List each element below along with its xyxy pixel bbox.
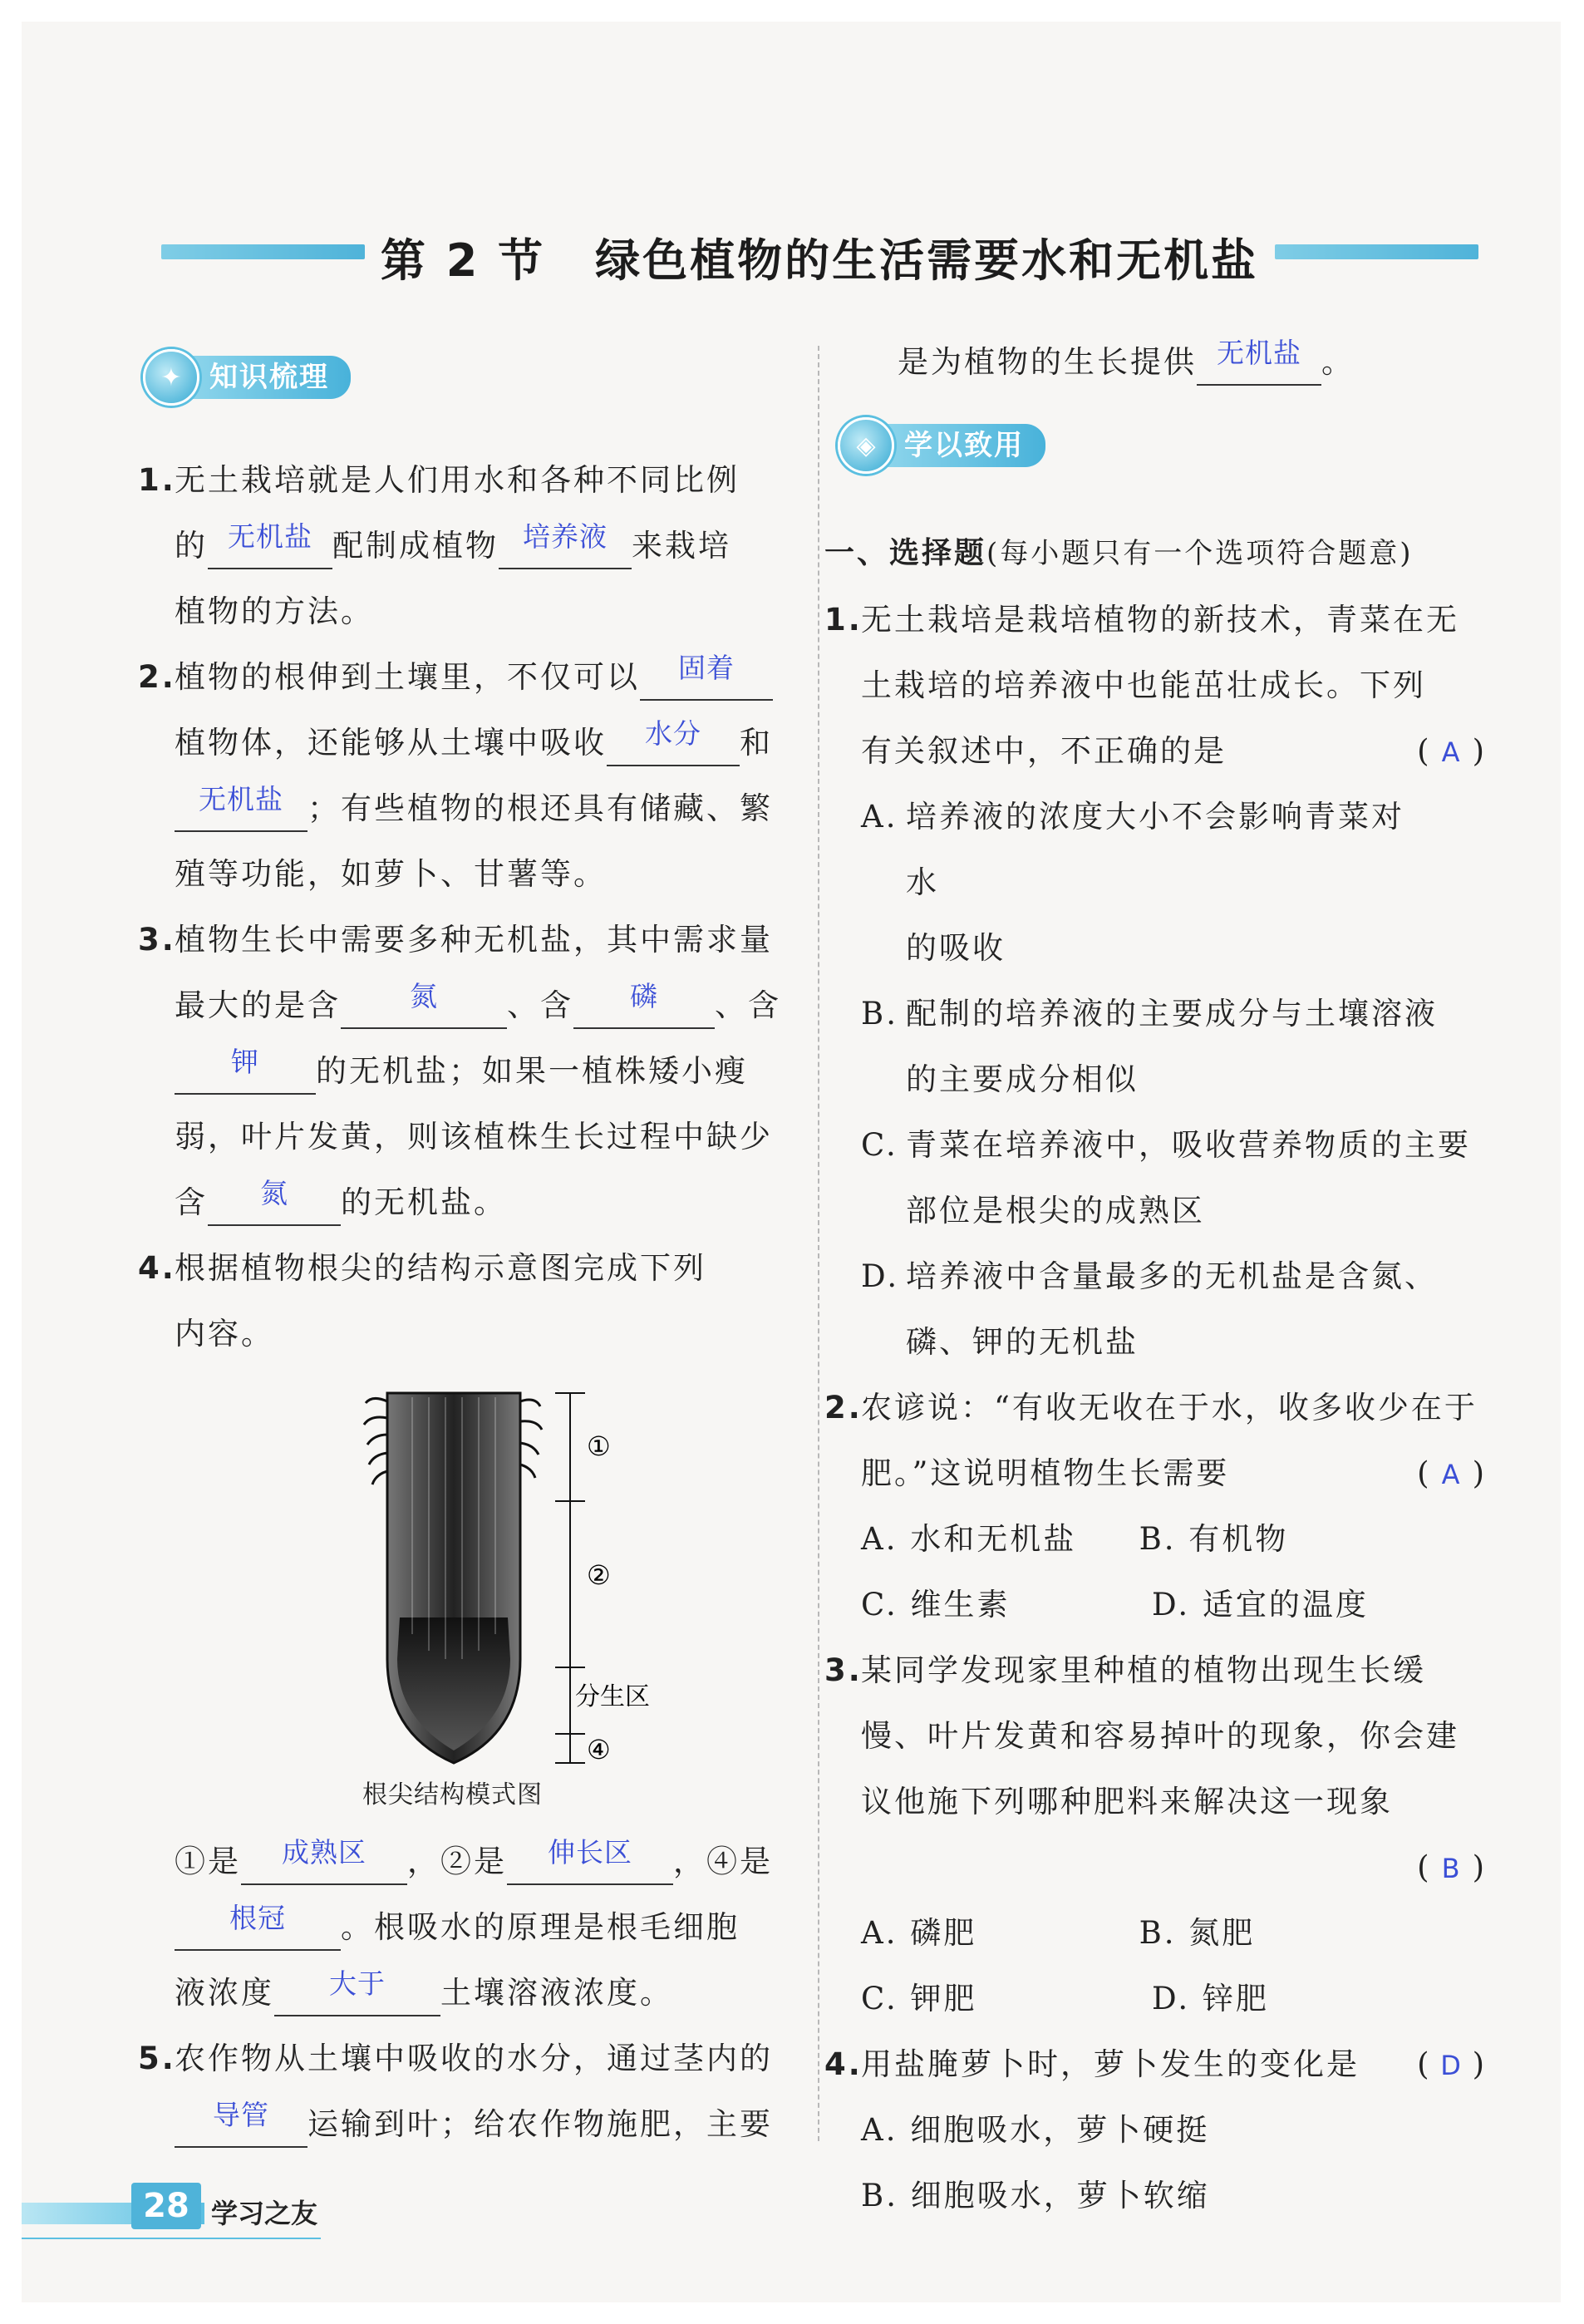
knowledge-icon: ✦ xyxy=(143,349,199,406)
practice-badge xyxy=(838,422,1045,469)
section-number: 第 2 节 xyxy=(380,234,546,287)
answer-blank: 水分 xyxy=(607,722,740,766)
answer-bracket: ( A ) xyxy=(1417,733,1484,769)
right-column: 一、选择题(每小题只有一个选项符合题意) 1. 无土栽培是栽培植物的新技术，青菜在无 土栽培的培养液中也能茁壮成长。下列 有关叙述中，不正确的是 ( A ) A. 培养液的浓度大小不会影响青菜对水 的吸收 B. 配制的培养液的主要成分与土壤溶液 的主要成分相似 C. 青菜在培养液中，吸收营养物质的主要 部位是根尖的成熟区 D. 培养液中含量最多的无机盐是含氮、 磷、钾的无机盐 2. 农谚说：“有收无收在于水，收多收少在于 肥。”这说明植物生长需要 ( A ) A. 水和无机盐 B. 有机物 C. 维生素 D. 适宜的温度 3. 某同学发现家里种植的植物出现生长缓 慢、叶片发黄和容易掉叶的现象，你会建 议他施下列哪种肥料来解决这一现象 ( B ) A. 磷肥 B. 氮肥 C. 钾肥 D. 锌肥 4. 用盐腌萝卜时，萝卜发生的变化是 ( D ) A. 细胞吸水，萝卜硬挺 B. 细胞吸水，萝卜软缩 xyxy=(824,520,1489,2228)
question-3: 3. 植物生长中需要多种无机盐，其中需求量 xyxy=(138,922,773,958)
answer-blank: 培养液 xyxy=(499,525,632,569)
title-decoration-right xyxy=(1275,244,1478,259)
page-title xyxy=(371,225,1268,289)
question-5: 5. 农作物从土壤中吸收的水分，通过茎内的 xyxy=(138,2041,773,2076)
diagram-caption: 根尖结构模式图 xyxy=(362,1780,543,1809)
left-column-lower: ①是 成熟区 ，②是 伸长区 ，④是 根冠 。根吸水的原理是根毛细胞 液浓度 大于 土壤溶液浓度。 5. 农作物从土壤中吸收的水分，通过茎内的 导管 运输到叶；给农作物施肥，主要 xyxy=(138,1829,803,2157)
answer-bracket: ( A ) xyxy=(1417,1455,1484,1491)
answer-blank: 大于 xyxy=(274,1972,440,2016)
page xyxy=(22,22,1561,2302)
option: B. 配制的培养液的主要成分与土壤溶液 xyxy=(861,996,1438,1032)
mc-question-4: 4. 用盐腌萝卜时，萝卜发生的变化是 ( D ) xyxy=(824,2031,1489,2097)
practice-label: 学以致用 xyxy=(879,424,1045,467)
section-heading: 一、选择题(每小题只有一个选项符合题意) xyxy=(824,536,1414,570)
knowledge-badge xyxy=(143,354,351,401)
mc-question-1: 1. 无土栽培是栽培植物的新技术，青菜在无 xyxy=(824,602,1459,638)
answer-blank: 无机盐 xyxy=(1197,342,1321,386)
answer-blank: 无机盐 xyxy=(175,788,307,832)
answer-blank: 伸长区 xyxy=(507,1841,673,1885)
option: C. 青菜在培养液中，吸收营养物质的主要 xyxy=(861,1127,1471,1163)
label-1: ① xyxy=(587,1430,611,1462)
question-1: 1. 无土栽培就是人们用水和各种不同比例 xyxy=(138,462,740,498)
answer-blank: 无机盐 xyxy=(208,525,332,569)
right-column-top: 是为植物的生长提供 无机盐 。 xyxy=(861,329,1509,395)
left-column: 1. 无土栽培就是人们用水和各种不同比例 的 无机盐 配制成植物 培养液 来栽培 植物的方法。 2. 植物的根伸到土壤里，不仅可以 固着 植物体，还能够从土壤中吸收 水分 和 无机盐 ；有些植物的根还具有储藏、繁 殖等功能，如萝卜、甘薯等。 3. 植物生长中需要多种无机盐，其中需求量 最大的是含 氮 、含 磷 、含 钾 的无机盐；如果一植株矮小瘦 弱，叶片发黄，则该植株生长过程中缺少 含 氮 的无机盐。 4. 根据植物根尖的结构示意图完成下列 内容。 xyxy=(138,447,803,1366)
question-2: 2. 植物的根伸到土壤里，不仅可以 固着 xyxy=(138,644,803,710)
column-divider xyxy=(818,346,819,2141)
answer-bracket: ( B ) xyxy=(1417,1849,1484,1885)
label-meristem: 分生区 xyxy=(575,1682,650,1711)
answer-blank: 固着 xyxy=(640,657,773,701)
brand-name: 学习之友 xyxy=(211,2198,318,2229)
option: A. 培养液的浓度大小不会影响青菜对水 xyxy=(861,799,1404,900)
answer-blank: 氮 xyxy=(208,1182,341,1226)
answer-blank: 根冠 xyxy=(175,1907,341,1951)
knowledge-label: 知识梳理 xyxy=(184,356,351,399)
answer-bracket: ( D ) xyxy=(1417,2046,1484,2082)
answer-blank: 磷 xyxy=(573,985,715,1029)
answer-blank: 钾 xyxy=(175,1051,316,1095)
option: D. 培养液中含量最多的无机盐是含氮、 xyxy=(861,1258,1438,1294)
mc-question-3: 3. 某同学发现家里种植的植物出现生长缓 xyxy=(824,1652,1426,1688)
page-footer xyxy=(22,2174,354,2249)
title-decoration-left xyxy=(161,244,365,259)
root-tip-diagram xyxy=(362,1385,678,1800)
question-4: 4. 根据植物根尖的结构示意图完成下列 xyxy=(138,1250,706,1286)
answer-blank: 导管 xyxy=(175,2104,307,2148)
page-number: 28 xyxy=(131,2183,201,2229)
section-title: 绿色植物的生活需要水和无机盐 xyxy=(595,234,1259,287)
footer-line xyxy=(22,2238,321,2239)
answer-blank: 成熟区 xyxy=(241,1841,407,1885)
practice-icon: ◈ xyxy=(838,417,894,474)
label-2: ② xyxy=(587,1559,611,1591)
answer-blank: 氮 xyxy=(341,985,507,1029)
mc-question-2: 2. 农谚说：“有收无收在于水，收多收少在于 xyxy=(824,1390,1478,1425)
label-4: ④ xyxy=(587,1734,611,1765)
